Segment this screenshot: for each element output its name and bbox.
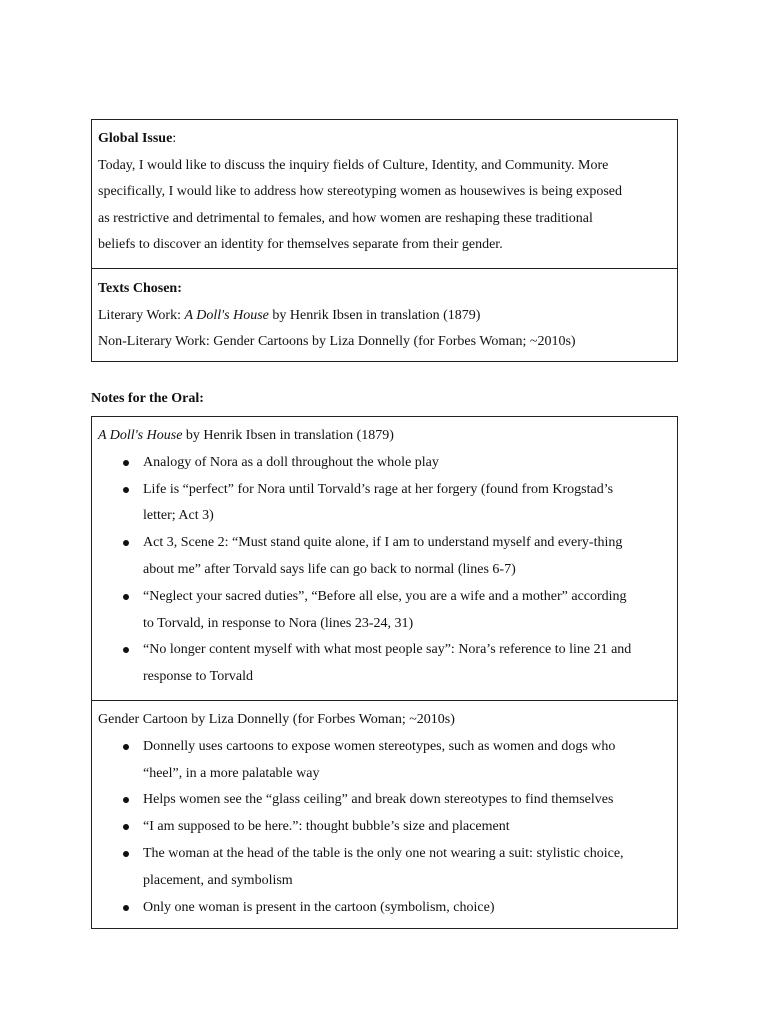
global-issue-line: Today, I would like to discuss the inquiry fields of Culture, Identity, and Community. More <box>98 157 609 173</box>
list-item: Act 3, Scene 2: “Must stand quite alone, if I am to understand myself and every-thing about me” after Torvald says life can go back to normal (lines 6-7) <box>98 530 671 584</box>
list-item: Analogy of Nora as a doll throughout the whole play <box>98 450 671 477</box>
list-item: “No longer content myself with what most people say”: Nora’s reference to line 21 and response to Torvald <box>98 637 671 691</box>
texts-chosen-label: Texts Chosen: <box>98 281 182 296</box>
global-issue-label: Global Issue <box>98 131 173 146</box>
section-title: A Doll's House by Henrik Ibsen in translation (1879) <box>98 428 394 443</box>
notes-section-gender-cartoon <box>92 701 677 921</box>
global-issue-cell: Global Issue: Today, I would like to discuss the inquiry fields of Culture, Identity, and Community. More specifically, I would like to address how stereotyping women as housewives is being exposed as restrictive and detrimental to females, and how women are reshaping these traditional beliefs to discover an identity for themselves separate from their gender. <box>92 120 677 269</box>
notes-table <box>91 416 678 929</box>
global-issue-line: as restrictive and detrimental to females, and how women are reshaping these traditional <box>98 210 593 226</box>
list-item: “Neglect your sacred duties”, “Before all else, you are a wife and a mother” according to Torvald, in response to Nora (lines 23-24, 31) <box>98 584 671 638</box>
bullet-list <box>98 734 671 922</box>
global-issue-line: beliefs to discover an identity for themselves separate from their gender. <box>98 237 503 252</box>
list-item: Donnelly uses cartoons to expose women stereotypes, such as women and dogs who “heel”, in a more palatable way <box>98 734 671 788</box>
overview-table <box>91 119 678 362</box>
literary-work-line: Literary Work: A Doll's House by Henrik Ibsen in translation (1879) <box>98 307 481 323</box>
list-item: The woman at the head of the table is the only one not wearing a suit: stylistic choice, placement, and symbolism <box>98 841 671 895</box>
bullet-list <box>98 450 671 691</box>
list-item: Helps women see the “glass ceiling” and break down stereotypes to find themselves <box>98 787 671 814</box>
non-literary-work-line: Non-Literary Work: Gender Cartoons by Liza Donnelly (for Forbes Woman; ~2010s) <box>98 334 576 349</box>
notes-section-dolls-house <box>92 417 677 701</box>
notes-heading: Notes for the Oral: <box>91 391 204 406</box>
texts-chosen-cell <box>92 269 677 361</box>
list-item: Only one woman is present in the cartoon (symbolism, choice) <box>98 895 671 922</box>
section-title: Gender Cartoon by Liza Donnelly (for Forbes Woman; ~2010s) <box>98 712 455 727</box>
list-item: Life is “perfect” for Nora until Torvald’s rage at her forgery (found from Krogstad’s letter; Act 3) <box>98 477 671 531</box>
list-item: “I am supposed to be here.”: thought bubble’s size and placement <box>98 814 671 841</box>
global-issue-line: specifically, I would like to address how stereotyping women as housewives is being exposed <box>98 184 622 199</box>
